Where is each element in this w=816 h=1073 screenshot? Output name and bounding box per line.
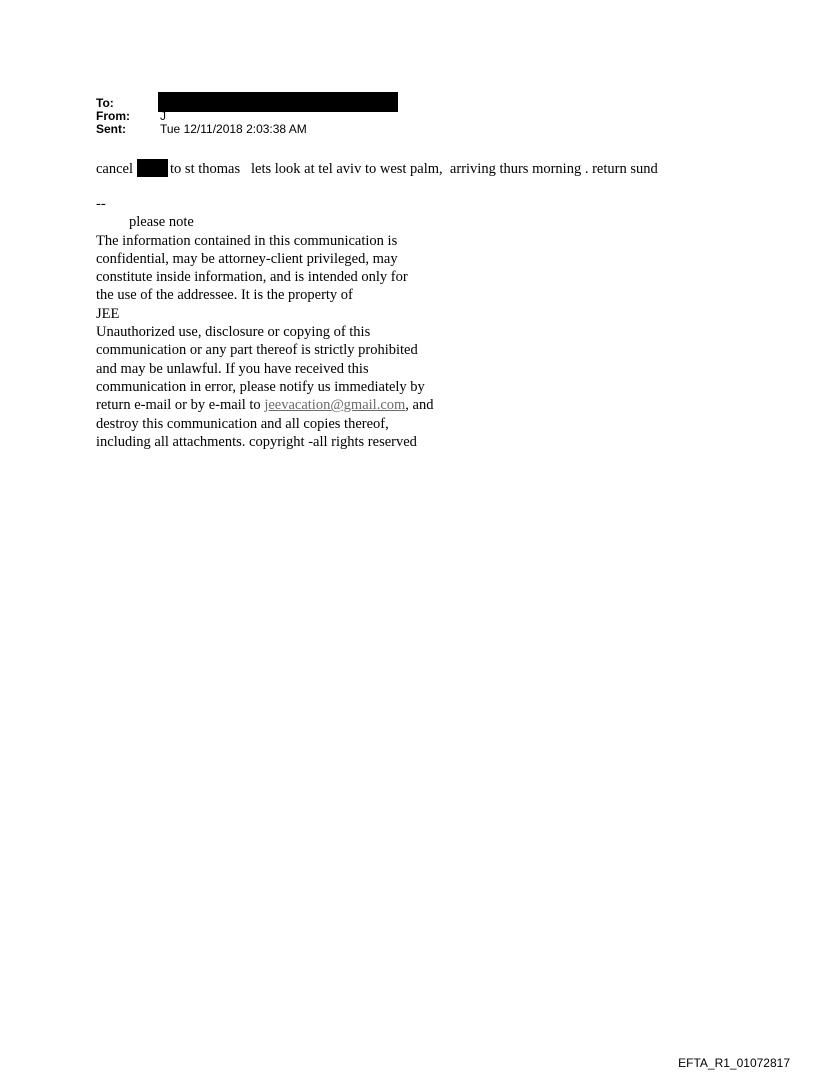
- message-body: [96, 159, 658, 178]
- message-text-after: to st thomas lets look at tel aviv to west palm, arriving thurs morning . return sund: [170, 161, 658, 177]
- disclaimer-line: confidential, may be attorney-client privileged, may: [96, 250, 398, 267]
- to-label: To:: [96, 96, 114, 110]
- disclaimer-line: Unauthorized use, disclosure or copying of this: [96, 324, 371, 341]
- message-text-before: cancel: [96, 161, 134, 177]
- email-link[interactable]: jeevacation@gmail.com: [264, 397, 406, 414]
- email-header: [96, 97, 307, 136]
- disclaimer-line: including all attachments. copyright -all rights reserved: [96, 433, 417, 450]
- disclaimer-line: The information contained in this communication is: [96, 232, 398, 249]
- disclaimer-email-line: [96, 396, 516, 414]
- signature-separator: --: [96, 196, 106, 212]
- sent-value: Tue 12/11/2018 2:03:38 AM: [160, 122, 307, 136]
- please-note: please note: [129, 214, 194, 231]
- sent-label: Sent:: [96, 122, 126, 136]
- disclaimer-line: communication in error, please notify us immediately by: [96, 378, 425, 395]
- signature-disclaimer: [96, 195, 516, 451]
- disclaimer-line: and may be unlawful. If you have received this: [96, 360, 369, 377]
- disclaimer-line: JEE: [96, 305, 120, 322]
- disclaimer-line: constitute inside information, and is intended only for: [96, 269, 408, 286]
- inline-redaction: [137, 159, 168, 177]
- email-prefix: return e-mail or by e-mail to: [96, 397, 265, 414]
- document-id: EFTA_R1_01072817: [678, 1056, 790, 1070]
- from-value: J: [160, 109, 166, 123]
- from-label: From:: [96, 109, 130, 123]
- disclaimer-line: the use of the addressee. It is the property of: [96, 287, 353, 304]
- disclaimer-line: communication or any part thereof is strictly prohibited: [96, 342, 418, 359]
- sent-row: [96, 123, 307, 136]
- disclaimer-line: destroy this communication and all copies thereof,: [96, 415, 389, 432]
- email-suffix: , and: [405, 397, 434, 414]
